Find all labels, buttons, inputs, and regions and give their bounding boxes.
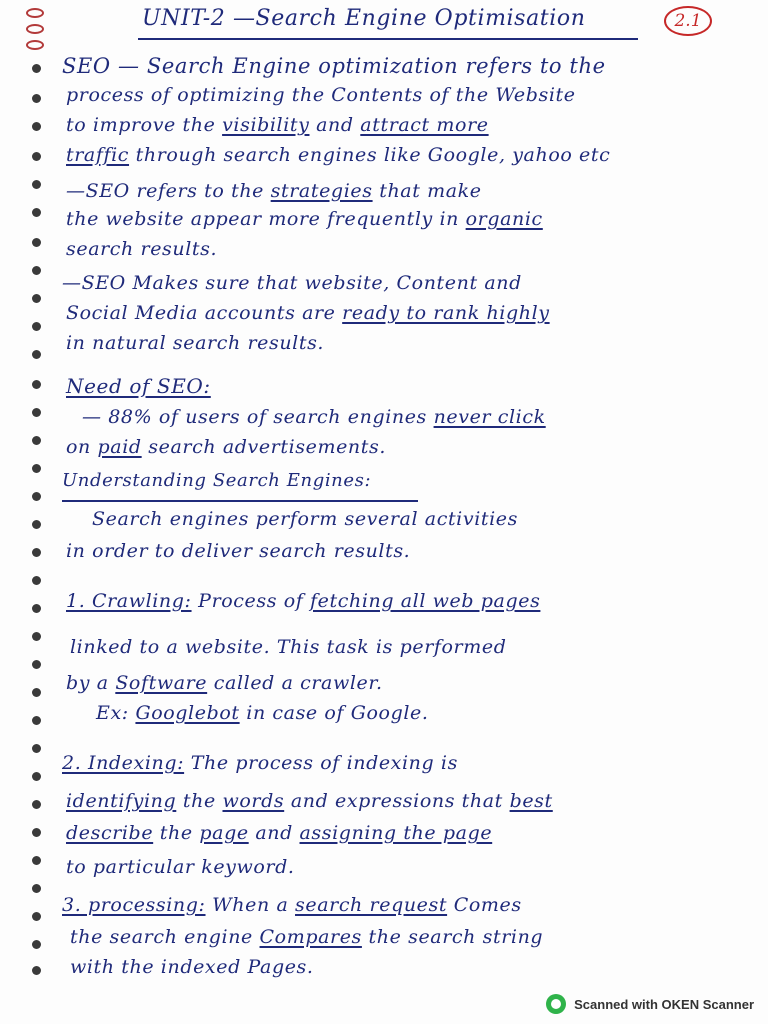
binding-hole: [32, 966, 41, 975]
underlined-term: 3. processing:: [62, 894, 206, 916]
note-line: 2. Indexing: The process of indexing is: [62, 752, 458, 774]
binding-ring: [26, 40, 44, 50]
note-line: the website appear more frequently in organic: [66, 208, 543, 230]
binding-hole: [32, 180, 41, 189]
binding-hole: [32, 688, 41, 697]
section-heading: Understanding Search Engines:: [62, 470, 372, 491]
underlined-term: search request: [295, 894, 448, 916]
note-line: by a Software called a crawler.: [66, 672, 383, 694]
binding-hole: [32, 800, 41, 809]
underlined-term: organic: [465, 208, 543, 230]
underlined-term: assigning the page: [299, 822, 493, 844]
note-line: in natural search results.: [66, 332, 325, 354]
binding-ring: [26, 24, 44, 34]
note-line: on paid search advertisements.: [66, 436, 386, 458]
binding-hole: [32, 266, 41, 275]
note-line: process of optimizing the Contents of the Website: [66, 84, 576, 106]
underlined-term: fetching all web pages: [310, 590, 541, 612]
underlined-term: page: [199, 822, 249, 844]
note-line: SEO — Search Engine optimization refers to the: [62, 54, 606, 78]
note-line: to particular keyword.: [66, 856, 295, 878]
note-line: — 88% of users of search engines never click: [82, 406, 546, 428]
note-line: 3. processing: When a search request Comes: [62, 894, 522, 916]
note-line: —SEO refers to the strategies that make: [66, 180, 482, 202]
binding-hole: [32, 660, 41, 669]
binding-hole: [32, 294, 41, 303]
underlined-term: Software: [115, 672, 208, 694]
underlined-term: best: [509, 790, 553, 812]
binding-hole: [32, 380, 41, 389]
note-line: the search engine Compares the search string: [70, 926, 544, 948]
scanner-watermark-text: Scanned with OKEN Scanner: [574, 996, 754, 1012]
title-underline: [138, 38, 638, 40]
binding-hole: [32, 152, 41, 161]
underlined-term: traffic: [66, 144, 130, 166]
note-line: Search engines perform several activities: [92, 508, 518, 530]
binding-hole: [32, 856, 41, 865]
binding-hole: [32, 436, 41, 445]
binding-hole: [32, 520, 41, 529]
binding-hole: [32, 408, 41, 417]
binding-hole: [32, 884, 41, 893]
binding-hole: [32, 604, 41, 613]
binding-hole: [32, 772, 41, 781]
oken-logo-icon: [546, 994, 566, 1014]
binding-hole: [32, 238, 41, 247]
binding-hole: [32, 208, 41, 217]
note-line: in order to deliver search results.: [66, 540, 411, 562]
heading-underline: [62, 500, 418, 502]
underlined-term: words: [222, 790, 285, 812]
note-line: search results.: [66, 238, 218, 260]
binding-hole: [32, 548, 41, 557]
underlined-term: never click: [433, 406, 546, 428]
binding-hole: [32, 632, 41, 641]
underlined-term: Compares: [259, 926, 362, 948]
underlined-term: 1. Crawling:: [66, 590, 192, 612]
scanner-watermark: [546, 994, 754, 1014]
binding-ring: [26, 8, 44, 18]
section-heading: Need of SEO:: [66, 374, 211, 398]
binding-hole: [32, 322, 41, 331]
note-line: traffic through search engines like Google, yahoo etc: [66, 144, 611, 166]
binding-hole: [32, 64, 41, 73]
underlined-term: visibility: [222, 114, 310, 136]
note-line: Social Media accounts are ready to rank highly: [66, 302, 550, 324]
note-line: with the indexed Pages.: [70, 956, 314, 978]
binding-hole: [32, 576, 41, 585]
binding-hole: [32, 716, 41, 725]
note-line: Ex: Googlebot in case of Google.: [96, 702, 429, 724]
underlined-term: 2. Indexing:: [62, 752, 185, 774]
page-title: UNIT-2 —Search Engine Optimisation: [142, 6, 586, 31]
underlined-term: describe: [66, 822, 154, 844]
underlined-term: identifying: [66, 790, 177, 812]
binding-hole: [32, 492, 41, 501]
binding-hole: [32, 828, 41, 837]
binding-hole: [32, 350, 41, 359]
binding-hole: [32, 464, 41, 473]
binding-hole: [32, 94, 41, 103]
note-line: 1. Crawling: Process of fetching all web pages: [66, 590, 541, 612]
underlined-term: paid: [97, 436, 142, 458]
note-line: describe the page and assigning the page: [66, 822, 493, 844]
note-line: identifying the words and expressions that best: [66, 790, 553, 812]
underlined-term: ready to rank highly: [342, 302, 550, 324]
binding-hole: [32, 122, 41, 131]
binding-hole: [32, 744, 41, 753]
underlined-term: attract more: [360, 114, 489, 136]
binding-hole: [32, 912, 41, 921]
note-line: —SEO Makes sure that website, Content and: [62, 272, 522, 294]
note-line: linked to a website. This task is performed: [70, 636, 507, 658]
note-line: to improve the visibility and attract more: [66, 114, 489, 136]
binding-hole: [32, 940, 41, 949]
underlined-term: strategies: [270, 180, 373, 202]
page-number-badge: 2.1: [664, 6, 712, 36]
underlined-term: Googlebot: [135, 702, 240, 724]
